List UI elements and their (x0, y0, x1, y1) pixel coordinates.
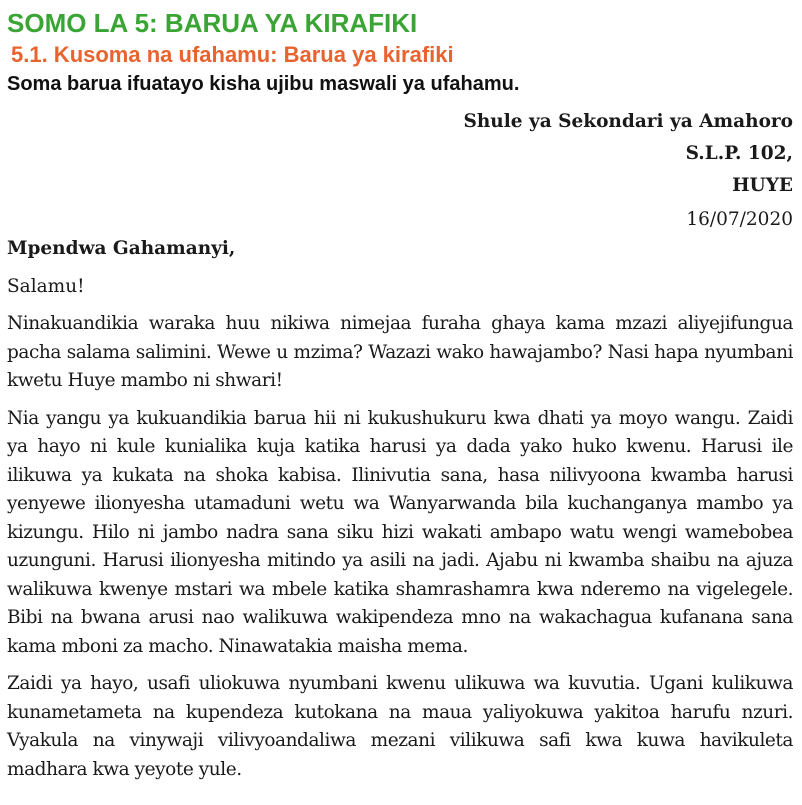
letter-paragraph-2: Nia yangu ya kukuandikia barua hii ni kukushukuru kwa dhati ya moyo wangu. Zaidi ya hayo ni kule kunialika kuja katika harusi ya dada yako huko kwenu. Harusi ile ilikuwa ya kukata na shoka kabisa. Ilinivutia sana, hasa nilivyoona kwamba harusi yenyewe ilionyesha utamaduni wetu wa Wanyarwanda bila kuchanganya mambo ya kizungu. Hilo ni jambo nadra sana siku hizi wakati ambapo watu wengi wamebobea uzunguni. Harusi ilionyesha mitindo ya asili na jadi. Ajabu ni kwamba shaibu na ajuza walikuwa kwenye mstari wa mbele katika shamrashamra kwa nderemo na vigelegele. Bibi na bwana arusi nao walikuwa wakipendeza mno na wakachagua kufanana sana kama mboni za macho. Ninawatakia maisha mema. (7, 407, 793, 657)
letter-paragraph-1: Ninakuandikia waraka huu nikiwa nimejaa furaha ghaya kama mzazi aliyejifungua pacha salama salimini. Wewe u mzima? Wazazi wako hawajambo? Nasi hapa nyumbani kwetu Huye mambo ni shwari! (7, 313, 793, 391)
sender-address (7, 106, 793, 236)
letter-date: 16/07/2020 (686, 209, 793, 230)
letter-salutation: Salamu! (7, 276, 85, 297)
letter-greeting: Mpendwa Gahamanyi, (7, 238, 236, 259)
letter-paragraph-3: Zaidi ya hayo, usafi uliokuwa nyumbani kwenu ulikuwa wa kuvutia. Ugani kulikuwa kunametameta na kupendeza kutokana na maua yaliyokuwa yakitoa harufu nzuri. Vyakula na vinywaji vilivyoandaliwa mezani vilikuwa safi kwa kuwa havikuleta madhara kwa yeyote yule. (7, 673, 793, 780)
section-title: 5.1. Kusoma na ufahamu: Barua ya kirafiki (11, 42, 454, 67)
page (7, 6, 793, 793)
address-line-town: HUYE (732, 175, 793, 196)
address-line-po-box: S.L.P. 102, (685, 143, 793, 164)
unit-title: SOMO LA 5: BARUA YA KIRAFIKI (7, 8, 418, 38)
address-line-school: Shule ya Sekondari ya Amahoro (463, 111, 793, 132)
instruction: Soma barua ifuatayo kisha ujibu maswali ya ufahamu. (7, 73, 520, 95)
